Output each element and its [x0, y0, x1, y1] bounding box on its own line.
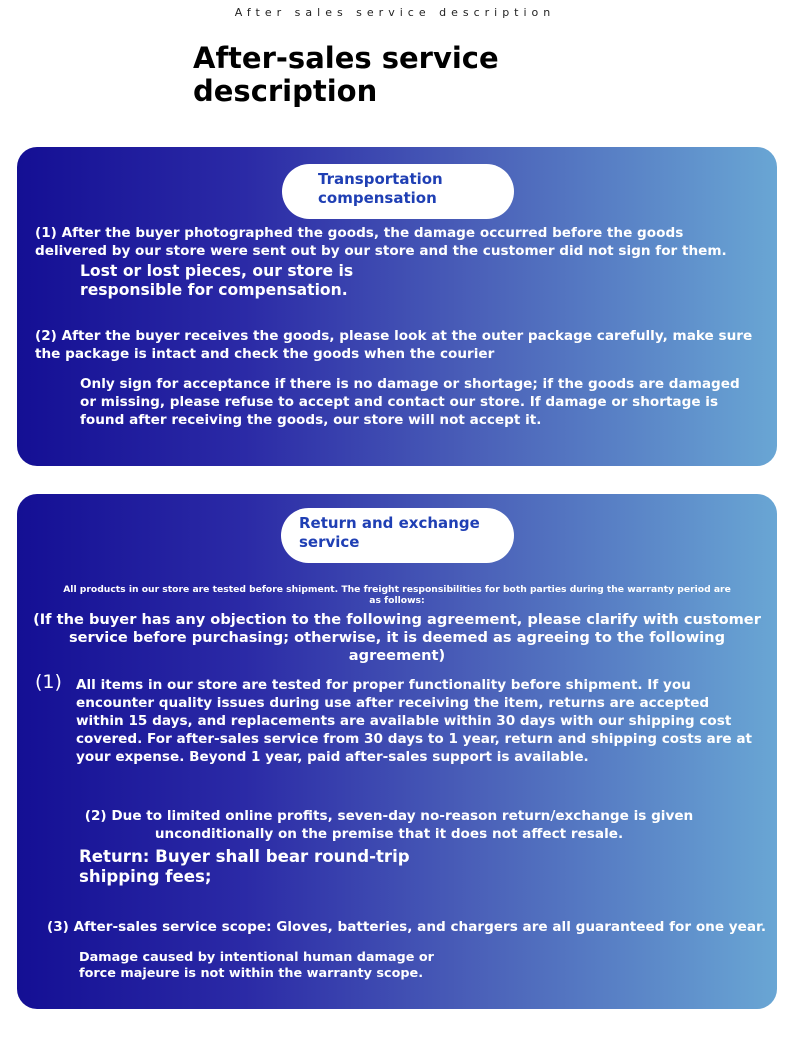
freight-note: All products in our store are tested before shipment. The freight responsibilities for both parties during the warranty period are as follows:	[63, 584, 731, 606]
return-item-3: (3) After-sales service scope: Gloves, batteries, and chargers are all guaranteed for one year.	[47, 919, 766, 935]
transport-clause-1: (1) After the buyer photographed the goods, the damage occurred before the goods delivered by our store were sent out by our store and the customer did not sign for them.	[35, 225, 727, 259]
transport-clause-2: (2) After the buyer receives the goods, please look at the outer package carefully, make sure the package is intact and check the goods when the courier	[35, 328, 753, 362]
return-item-1: All items in our store are tested for proper functionality before shipment. If you encounter quality issues during use after receiving the item, returns are accepted within 15 days, and replacements are available within 30 days with our shipping cost covered. For after-sales service from 30 days to 1 year, return and shipping costs are at your expense. Beyond 1 year, paid after-sales support is available.	[76, 677, 753, 765]
transport-compensation-card	[17, 147, 777, 466]
return-item-2: (2) Due to limited online profits, seven-day no-reason return/exchange is given unconditionally on the premise that it does not affect resale.	[84, 808, 694, 842]
return-exchange-card	[17, 494, 777, 1009]
return-item-2-note: Return: Buyer shall bear round-trip shipping fees;	[79, 847, 410, 886]
agreement-objection: (If the buyer has any objection to the following agreement, please clarify with customer service before purchasing; otherwise, it is deemed as agreeing to the following agreement)	[33, 611, 761, 664]
return-item-3-note: Damage caused by intentional human damage or force majeure is not within the warranty scope.	[79, 950, 434, 981]
return-exchange-pill: Return and exchange service	[281, 508, 514, 563]
return-item-1-number: (1)	[35, 671, 62, 693]
transport-clause-1-note: Lost or lost pieces, our store is responsible for compensation.	[80, 262, 354, 299]
transport-clause-2-note: Only sign for acceptance if there is no damage or shortage; if the goods are damaged or missing, please refuse to accept and contact our store. If damage or shortage is found after receiving the goods, our store will not accept it.	[80, 376, 740, 428]
top-caption: After sales service description	[234, 6, 556, 19]
page-title: After-sales service description	[193, 41, 499, 108]
transport-compensation-pill: Transportation compensation	[282, 164, 514, 219]
